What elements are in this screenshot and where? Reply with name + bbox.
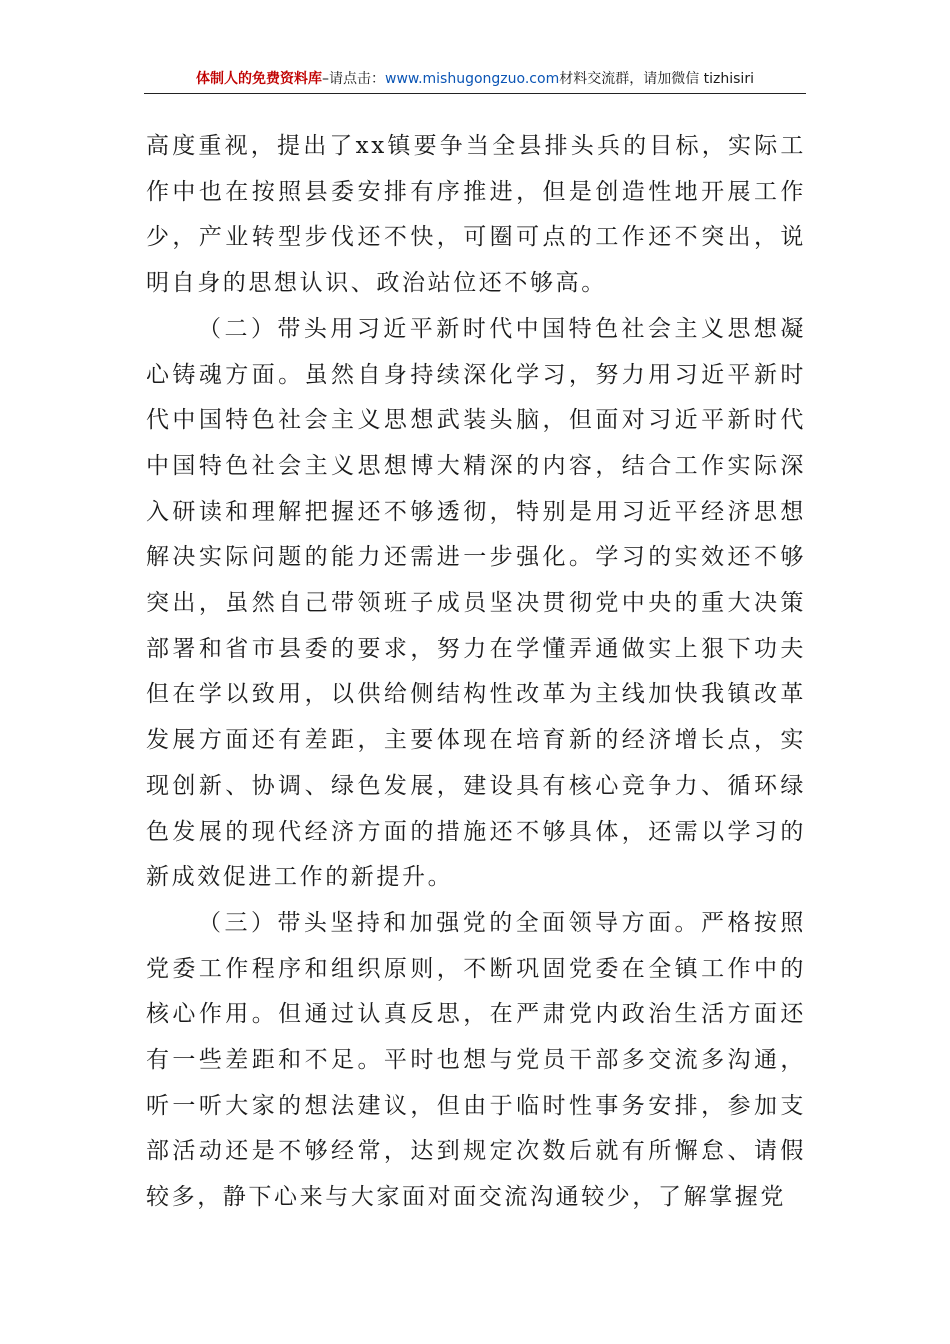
header-contact: 材料交流群，请加微信 tizhisiri: [559, 71, 754, 87]
paragraph-continued: 高度重视，提出了xx镇要争当全县排头兵的目标，实际工作中也在按照县委安排有序推进，但是创造性地开展工作少，产业转型步伐还不快，可圈可点的工作还不突出，说明自身的思想认识、政治站位还不够高。: [146, 133, 806, 297]
paragraph-section-3: （三）带头坚持和加强党的全面领导方面。严格按照党委工作程序和组织原则，不断巩固党委在全镇工作中的核心作用。但通过认真反思，在严肃党内政治生活方面还有一些差距和不足。平时也想与党员干部多交流多沟通，听一听大家的想法建议，但由于临时性事务安排，参加支部活动还是不够经常，达到规定次数后就有所懈怠、请假较多，静下心来与大家面对面交流沟通较少，了解掌握党: [146, 909, 806, 1211]
document-header: [144, 68, 806, 94]
header-url-link[interactable]: www.mishugongzuo.com: [385, 71, 560, 87]
document-body: [146, 124, 806, 1221]
header-brand: 体制人的免费资料库: [196, 71, 323, 87]
header-prompt: –请点击：: [322, 71, 386, 87]
paragraph-section-2: （二）带头用习近平新时代中国特色社会主义思想凝心铸魂方面。虽然自身持续深化学习，努力用习近平新时代中国特色社会主义思想武装头脑，但面对习近平新时代中国特色社会主义思想博大精深的内容，结合工作实际深入研读和理解把握还不够透彻，特别是用习近平经济思想解决实际问题的能力还需进一步强化。学习的实效还不够突出，虽然自己带领班子成员坚决贯彻党中央的重大决策部署和省市县委的要求，努力在学懂弄通做实上狠下功夫但在学以致用，以供给侧结构性改革为主线加快我镇改革发展方面还有差距，主要体现在培育新的经济增长点，实现创新、协调、绿色发展，建设具有核心竞争力、循环绿色发展的现代经济方面的措施还不够具体，还需以学习的新成效促进工作的新提升。: [146, 315, 806, 891]
